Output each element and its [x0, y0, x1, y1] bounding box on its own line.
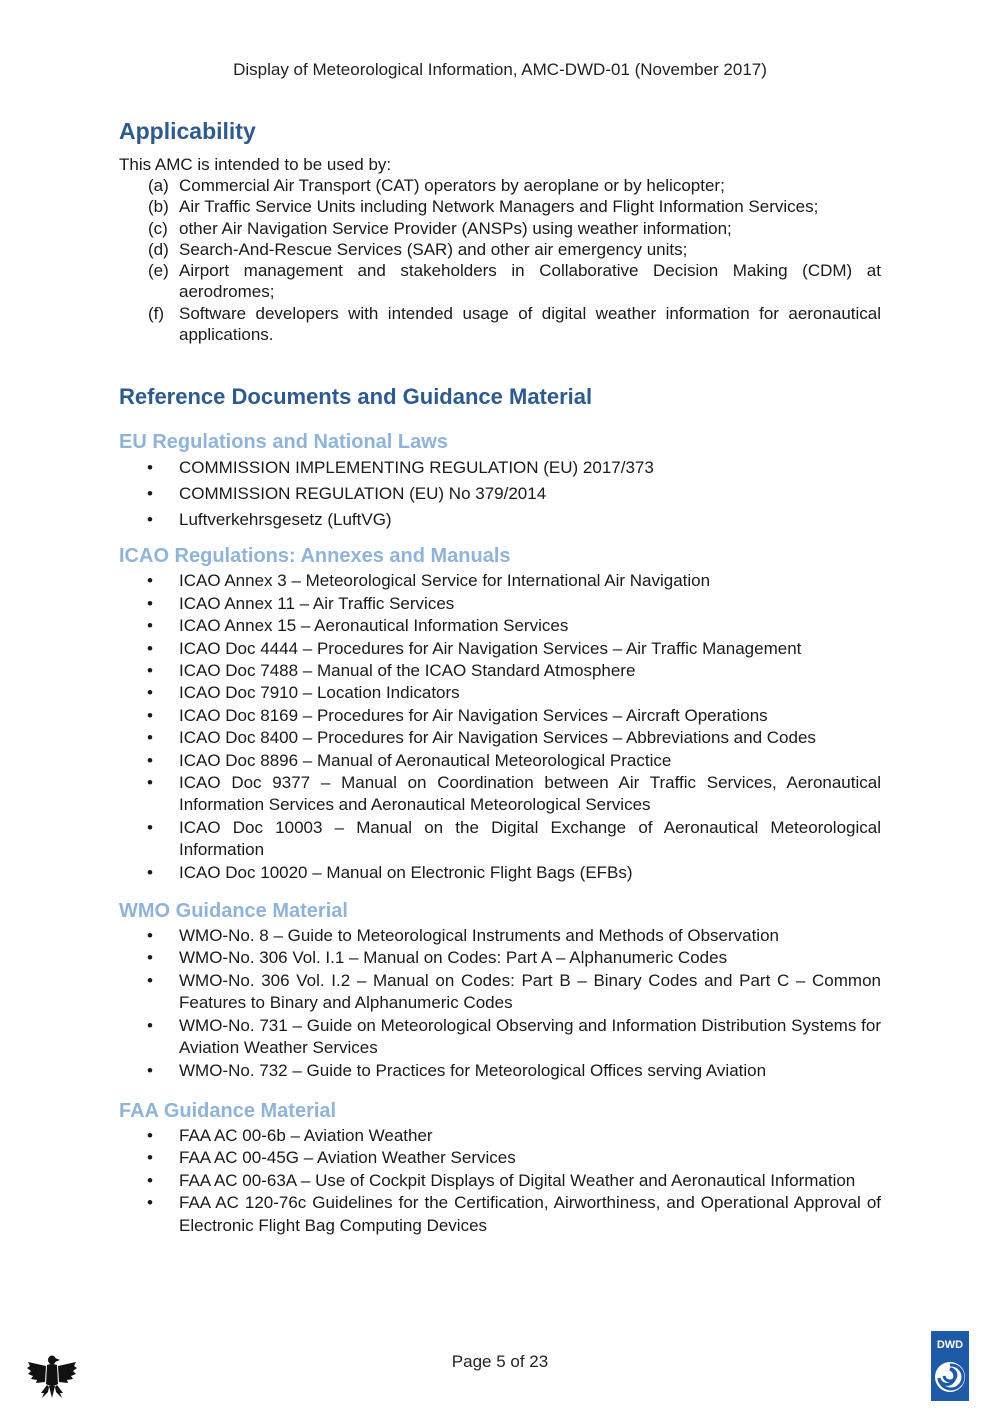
list-item: • ICAO Doc 7488 – Manual of the ICAO Standard Atmosphere [119, 660, 881, 682]
list-item: • COMMISSION REGULATION (EU) No 379/2014 [119, 482, 881, 505]
document-header: Display of Meteorological Information, AMC-DWD-01 (November 2017) [233, 60, 767, 79]
list-item: • ICAO Doc 9377 – Manual on Coordination between Air Traffic Services, Aeronautical Information Services and Aeronautical Meteorological Services [119, 772, 881, 817]
page-number: Page 5 of 23 [451, 1352, 549, 1371]
icao-regulations-heading: ICAO Regulations: Annexes and Manuals [119, 545, 511, 568]
list-item: (a) Commercial Air Transport (CAT) operators by aeroplane or by helicopter; [148, 176, 725, 195]
eu-regulations-list [119, 456, 881, 531]
list-item: • ICAO Annex 11 – Air Traffic Services [119, 593, 881, 615]
list-item: • ICAO Doc 8169 – Procedures for Air Navigation Services – Aircraft Operations [119, 705, 881, 727]
eu-regulations-heading: EU Regulations and National Laws [119, 431, 448, 454]
list-item: • FAA AC 00-45G – Aviation Weather Services [119, 1147, 881, 1169]
list-item: • ICAO Doc 10020 – Manual on Electronic Flight Bags (EFBs) [119, 862, 881, 884]
list-item: • ICAO Annex 15 – Aeronautical Information Services [119, 615, 881, 637]
list-item: • WMO-No. 306 Vol. I.1 – Manual on Codes: Part A – Alphanumeric Codes [119, 947, 881, 969]
list-item: (e) Airport management and stakeholders in Collaborative Decision Making (CDM) at aerodromes; [148, 261, 881, 302]
list-item: • WMO-No. 732 – Guide to Practices for Meteorological Offices serving Aviation [119, 1060, 881, 1082]
applicability-list [119, 175, 881, 345]
references-heading: Reference Documents and Guidance Material [119, 384, 593, 410]
applicability-heading: Applicability [119, 118, 256, 144]
list-item: • ICAO Doc 8896 – Manual of Aeronautical Meteorological Practice [119, 750, 881, 772]
dwd-logo-text: DWD [936, 1339, 964, 1351]
list-item: (d) Search-And-Rescue Services (SAR) and other air emergency units; [148, 239, 688, 259]
list-item: • WMO-No. 731 – Guide on Meteorological Observing and Information Distribution Systems for Aviation Weather Services [119, 1015, 881, 1060]
list-item: • ICAO Doc 10003 – Manual on the Digital Exchange of Aeronautical Meteorological Information [119, 817, 881, 862]
list-item: • COMMISSION IMPLEMENTING REGULATION (EU) 2017/373 [119, 456, 881, 479]
list-item: (b) Air Traffic Service Units including Network Managers and Flight Information Services; [148, 197, 819, 217]
icao-regulations-list [119, 570, 881, 884]
list-item: • WMO-No. 306 Vol. I.2 – Manual on Codes: Part B – Binary Codes and Part C – Common Features to Binary and Alphanumeric Codes [119, 970, 881, 1015]
page-content [119, 116, 881, 1237]
list-item: • WMO-No. 8 – Guide to Meteorological Instruments and Methods of Observation [119, 925, 881, 947]
list-item: • ICAO Doc 7910 – Location Indicators [119, 682, 881, 704]
faa-guidance-heading: FAA Guidance Material [119, 1099, 337, 1122]
wmo-guidance-heading: WMO Guidance Material [119, 900, 348, 923]
list-item: • FAA AC 00-63A – Use of Cockpit Displays of Digital Weather and Aeronautical Information [119, 1170, 881, 1192]
list-item: • FAA AC 00-6b – Aviation Weather [119, 1125, 881, 1147]
list-item: • Luftverkehrsgesetz (LuftVG) [119, 508, 881, 531]
list-item: • FAA AC 120-76c Guidelines for the Certification, Airworthiness, and Operational Approval of Electronic Flight Bag Computing Devices [119, 1192, 881, 1237]
list-item: • ICAO Doc 4444 – Procedures for Air Navigation Services – Air Traffic Management [119, 638, 881, 660]
list-item: • ICAO Doc 8400 – Procedures for Air Navigation Services – Abbreviations and Codes [119, 727, 881, 749]
faa-guidance-list [119, 1125, 881, 1237]
list-item: (c) other Air Navigation Service Provider (ANSPs) using weather information; [148, 218, 732, 238]
list-item: • ICAO Annex 3 – Meteorological Service for International Air Navigation [119, 570, 881, 592]
wmo-guidance-list [119, 925, 881, 1082]
dwd-logo [931, 1331, 969, 1401]
list-item: (f) Software developers with intended usage of digital weather information for aeronautical applications. [148, 303, 881, 345]
applicability-intro: This AMC is intended to be used by: [119, 155, 392, 174]
